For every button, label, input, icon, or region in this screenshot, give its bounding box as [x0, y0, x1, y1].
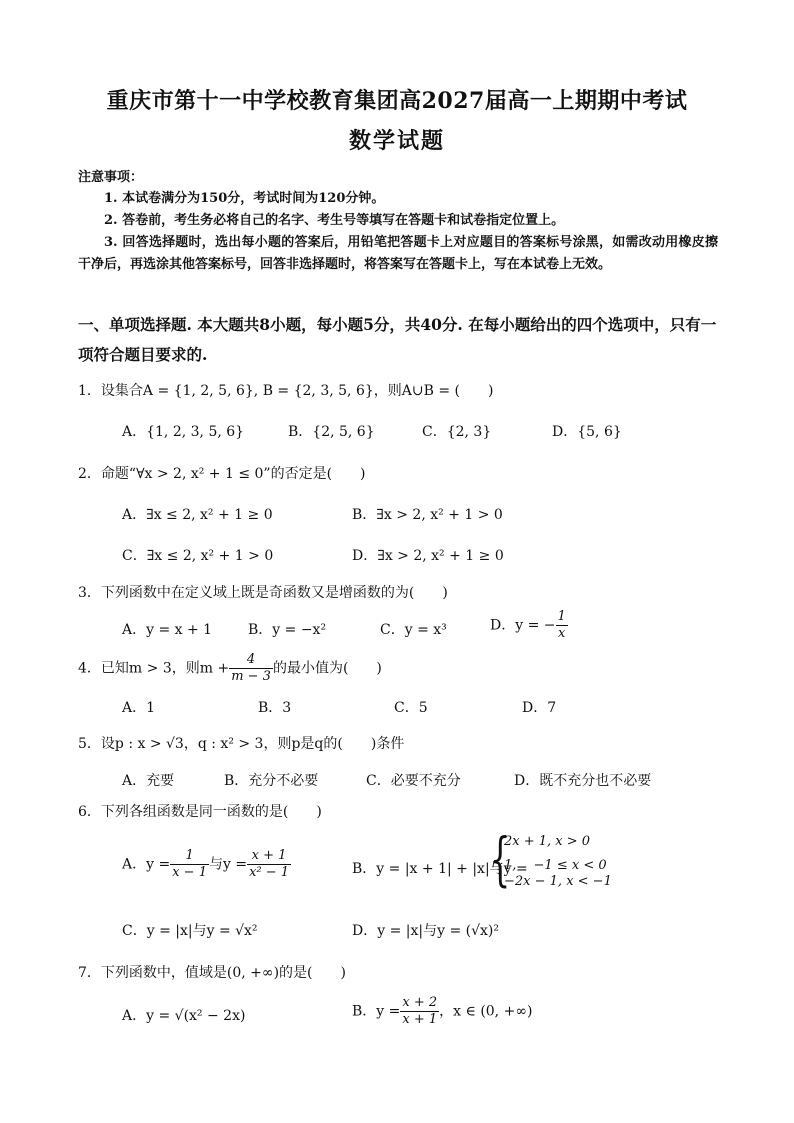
question-5-option-d: D．既不充分也不必要 [514, 773, 652, 789]
question-4-option-b: B．3 [258, 700, 292, 716]
notice-heading: 注意事项： [78, 170, 144, 185]
question-2-option-d: D．∃x > 2, x² + 1 ≥ 0 [352, 548, 504, 564]
question-2-option-b: B．∃x > 2, x² + 1 > 0 [352, 507, 503, 523]
question-3-option-c: C．y = x³ [380, 622, 447, 638]
question-3-option-a: A．y = x + 1 [122, 622, 213, 638]
question-4-stem-suffix: 的最小值为( ) [272, 660, 382, 677]
question-2-option-a: A．∃x ≤ 2, x² + 1 ≥ 0 [122, 507, 273, 523]
question-4-stem [78, 652, 382, 685]
question-1-option-d: D．{5, 6} [552, 424, 622, 440]
left-brace-icon: { [490, 825, 511, 893]
question-6-option-d: D．y = |x|与y = (√x)² [352, 923, 499, 939]
notice-item-2: 2. 答卷前，考生务必将自己的名字、考生号等填写在答题卡和试卷指定位置上。 [104, 213, 565, 228]
fraction-numerator: 1 [557, 609, 566, 624]
question-4-option-a: A．1 [122, 700, 156, 716]
question-6-option-b: B．y = |x + 1| + |x|与y = [352, 861, 528, 877]
exam-subject: 数学试题 [348, 128, 445, 154]
fraction-denominator: x − 1 [172, 865, 207, 880]
question-3-option-d-prefix: D．y = − [490, 617, 556, 634]
question-4-option-d: D．7 [522, 700, 557, 716]
question-4-stem-prefix: 4．已知m > 3，则m + [78, 660, 230, 677]
fraction-denominator: m − 3 [231, 669, 271, 684]
question-7-option-b-prefix: B．y = [352, 1003, 401, 1020]
question-2-stem: 2．命题“∀x > 2, x² + 1 ≤ 0”的否定是( ) [78, 466, 366, 482]
fraction-numerator: x + 2 [402, 995, 438, 1010]
question-5-option-b: B．充分不必要 [224, 773, 319, 789]
fraction [400, 995, 439, 1028]
question-6-stem: 6．下列各组函数是同一函数的是( ) [78, 804, 322, 820]
question-1-option-c: C．{2, 3} [422, 424, 492, 440]
question-1-stem: 1．设集合A = {1, 2, 5, 6}, B = {2, 3, 5, 6}，则A∪B = ( ) [78, 383, 494, 399]
question-3-stem: 3．下列函数中在定义域上既是奇函数又是增函数的为( ) [78, 585, 448, 601]
fraction-denominator: x [557, 626, 566, 641]
question-3-option-d [490, 609, 568, 642]
question-1-option-a: A．{1, 2, 3, 5, 6} [122, 424, 245, 440]
notice-item-1: 1. 本试卷满分为150分，考试时间为120分钟。 [104, 191, 385, 206]
question-7-stem: 7．下列函数中，值域是(0, +∞)的是( ) [78, 965, 346, 981]
question-7-option-b-suffix: ，x ∈ (0, +∞) [439, 1003, 533, 1020]
piecewise-case-1: 2x + 1, x > 0 [504, 834, 591, 849]
question-3-option-b: B．y = −x² [248, 622, 327, 638]
piecewise-case-3: −2x − 1, x < −1 [504, 874, 612, 889]
question-6-option-c: C．y = |x|与y = √x² [122, 923, 258, 939]
fraction-numerator: 1 [170, 848, 209, 865]
fraction-numerator: 4 [229, 652, 273, 669]
fraction [229, 652, 273, 685]
fraction [170, 848, 209, 881]
piecewise-case-2: 1, −1 ≤ x < 0 [504, 858, 607, 873]
question-6-option-a-prefix: A．y = [122, 856, 171, 873]
fraction [556, 609, 568, 642]
section-heading: 一、单项选择题. 本大题共8小题，每小题5分，共40分. 在每小题给出的四个选项中，只有一项符合题目要求的. [78, 315, 717, 364]
question-4-option-c: C．5 [394, 700, 428, 716]
fraction [247, 848, 291, 881]
question-5-option-c: C．必要不充分 [366, 773, 461, 789]
question-5-option-a: A．充要 [122, 773, 175, 789]
fraction-denominator: x² − 1 [249, 865, 290, 880]
fraction-numerator: x + 1 [247, 848, 291, 865]
question-6-option-a [122, 848, 291, 881]
question-7-option-b [352, 995, 532, 1028]
exam-title: 重庆市第十一中学校教育集团高2027届高一上期期中考试 [106, 88, 688, 114]
notice-item-3: 3. 回答选择题时，选出每小题的答案后，用铅笔把答题卡上对应题目的答案标号涂黑，如需改动用橡皮擦干净后，再选涂其他答案标号，回答非选择题时，将答案写在答题卡上，写在本试卷上无效。 [78, 235, 718, 272]
fraction-denominator: x + 1 [402, 1012, 438, 1027]
piecewise-function [490, 825, 612, 894]
question-5-stem: 5．设p : x > √3，q : x² > 3，则p是q的( )条件 [78, 736, 405, 752]
question-1-option-b: B．{2, 5, 6} [288, 424, 375, 440]
question-2-option-c: C．∃x ≤ 2, x² + 1 > 0 [122, 548, 274, 564]
question-6-option-a-mid: 与y = [208, 856, 248, 873]
question-7-option-a: A．y = √(x² − 2x) [122, 1008, 246, 1024]
